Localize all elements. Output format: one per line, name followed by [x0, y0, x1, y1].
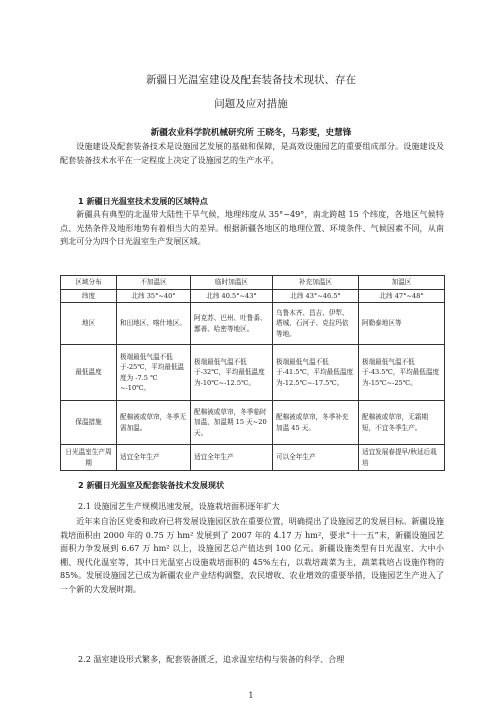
author-line: 新疆农业科学院机械研究所 王晓冬，马彩雯，史慧锋 [150, 128, 352, 138]
table-cell: 配棉被或草帘，冬季临时加温，加温期 15 天~20 天。 [191, 401, 273, 445]
table-cell: 极端最低气温不低于-25℃，平均最低温度为 -7.5 ℃ ~-10℃。 [117, 345, 191, 401]
table-header-cell: 区域分布 [61, 276, 117, 290]
table-cell: 和田地区、喀什地区。 [117, 303, 191, 345]
table-cell: 北纬 35°~40° [117, 289, 191, 303]
table-row [61, 303, 445, 345]
table-cell: 配棉被或草帘，冬季补充加温 45 天。 [273, 401, 359, 445]
table-row [61, 345, 445, 401]
table-cell: 极端最低气温不低于-43.5℃，平均最低温度为-15℃~-25℃。 [359, 345, 445, 401]
table-cell: 最低温度 [61, 345, 117, 401]
section-1-paragraph: 新疆具有典型的北温带大陆性干旱气候，地理纬度从 35°~49°，南北跨越 15 个纬度，各地区气候特点、光热条件及地形地势有着相当大的差异。根据新疆各地区的地理位置、环境条件、气候因素不同，从南到北可分为四个日光温室生产发展区域。 [60, 209, 444, 247]
intro-paragraph: 设施建设及配套装备技术是设施园艺发展的基础和保障，是高效设施园艺的重要组成部分。设施建设及配套装备技术水平在一定程度上决定了设施园艺的生产水平。 [60, 141, 444, 165]
subsection-2-1-heading: 2.1 设施园艺生产规模迅速发展，设施栽培面积逐年扩大 [78, 501, 280, 511]
table-cell: 北纬 43°~46.5° [273, 289, 359, 303]
table-cell: 配棉被或草帘，冬季无需加温。 [117, 401, 191, 445]
table-cell: 北纬 47°~48° [359, 289, 445, 303]
table-row [61, 289, 445, 303]
subsection-2-2-heading: 2.2 温室建设形式繁多，配套装备匮乏，追求温室结构与装备的科学、合理 [78, 654, 345, 664]
document-title-line-1: 新疆日光温室建设及配套装备技术现状、存在 [146, 74, 356, 86]
table-header-cell: 临时加温区 [191, 276, 273, 290]
section-2-heading: 2 新疆日光温室及配套装备技术发展现状 [78, 480, 225, 490]
table-cell: 保温措施 [61, 401, 117, 445]
region-table [60, 275, 445, 471]
page-number: 1 [248, 690, 254, 700]
table-cell: 日光温室生产周期 [61, 445, 117, 471]
table-row [61, 401, 445, 445]
document-title-line-2: 问题及应对措施 [214, 98, 288, 110]
table-row [61, 445, 445, 471]
table-cell: 阿克苏、巴州、吐鲁番、鄯善、哈密等地区。 [191, 303, 273, 345]
table-cell: 地区 [61, 303, 117, 345]
table-cell: 极端最低气温不低于-32℃，平均最低温度为-10℃~-12.5℃。 [191, 345, 273, 401]
table-cell: 乌鲁木齐、昌吉、伊犁、塔城、石河子、克拉玛依等地。 [273, 303, 359, 345]
table-cell: 配棉被或草帘，无霜期短，不宜冬季生产。 [359, 401, 445, 445]
table-cell: 极端最低气温不低于-41.5℃，平均最低温度为-12.5℃~-17.5℃。 [273, 345, 359, 401]
table-cell: 适宜全年生产 [117, 445, 191, 471]
table-header-cell: 补充加温区 [273, 276, 359, 290]
table-header-cell: 不加温区 [117, 276, 191, 290]
section-1-heading: 1 新疆日光温室技术发展的区域特点 [78, 196, 208, 206]
table-header-cell: 加温区 [359, 276, 445, 290]
table-cell: 阿勒泰地区等 [359, 303, 445, 345]
table-header-row [61, 276, 445, 290]
table-cell: 适宜发展春提早/秋延后栽培 [359, 445, 445, 471]
subsection-2-1-paragraph: 近年来自治区党委和政府已将发展设施园区放在重要位置，明确提出了设施园艺的发展目标。新疆设施栽培面积由 2000 年的 0.75 万 hm² 发展到了 2007 年的 4.17 万 hm²，要求“十一五”末，新疆设施园艺面积力争发展到 6.67 万 hm² 以上，设施园艺总产值达到 100 亿元。新疆设施类型有日光温室、大中小棚、现代化温室等，其中日光温室占设施栽培面积的 45%左右，以栽培蔬菜为主，蔬菜栽培占设施作物的 85%。发展设施园艺已成为新疆农业产业结构调整，农民增收、农业增效的重要举措，设施园艺生产进入了一个新的大发展时期。 [60, 516, 444, 594]
table-cell: 北纬 40.5°~43° [191, 289, 273, 303]
table-cell: 适宜全年生产 [191, 445, 273, 471]
table-cell: 纬度 [61, 289, 117, 303]
table-cell: 可以全年生产 [273, 445, 359, 471]
